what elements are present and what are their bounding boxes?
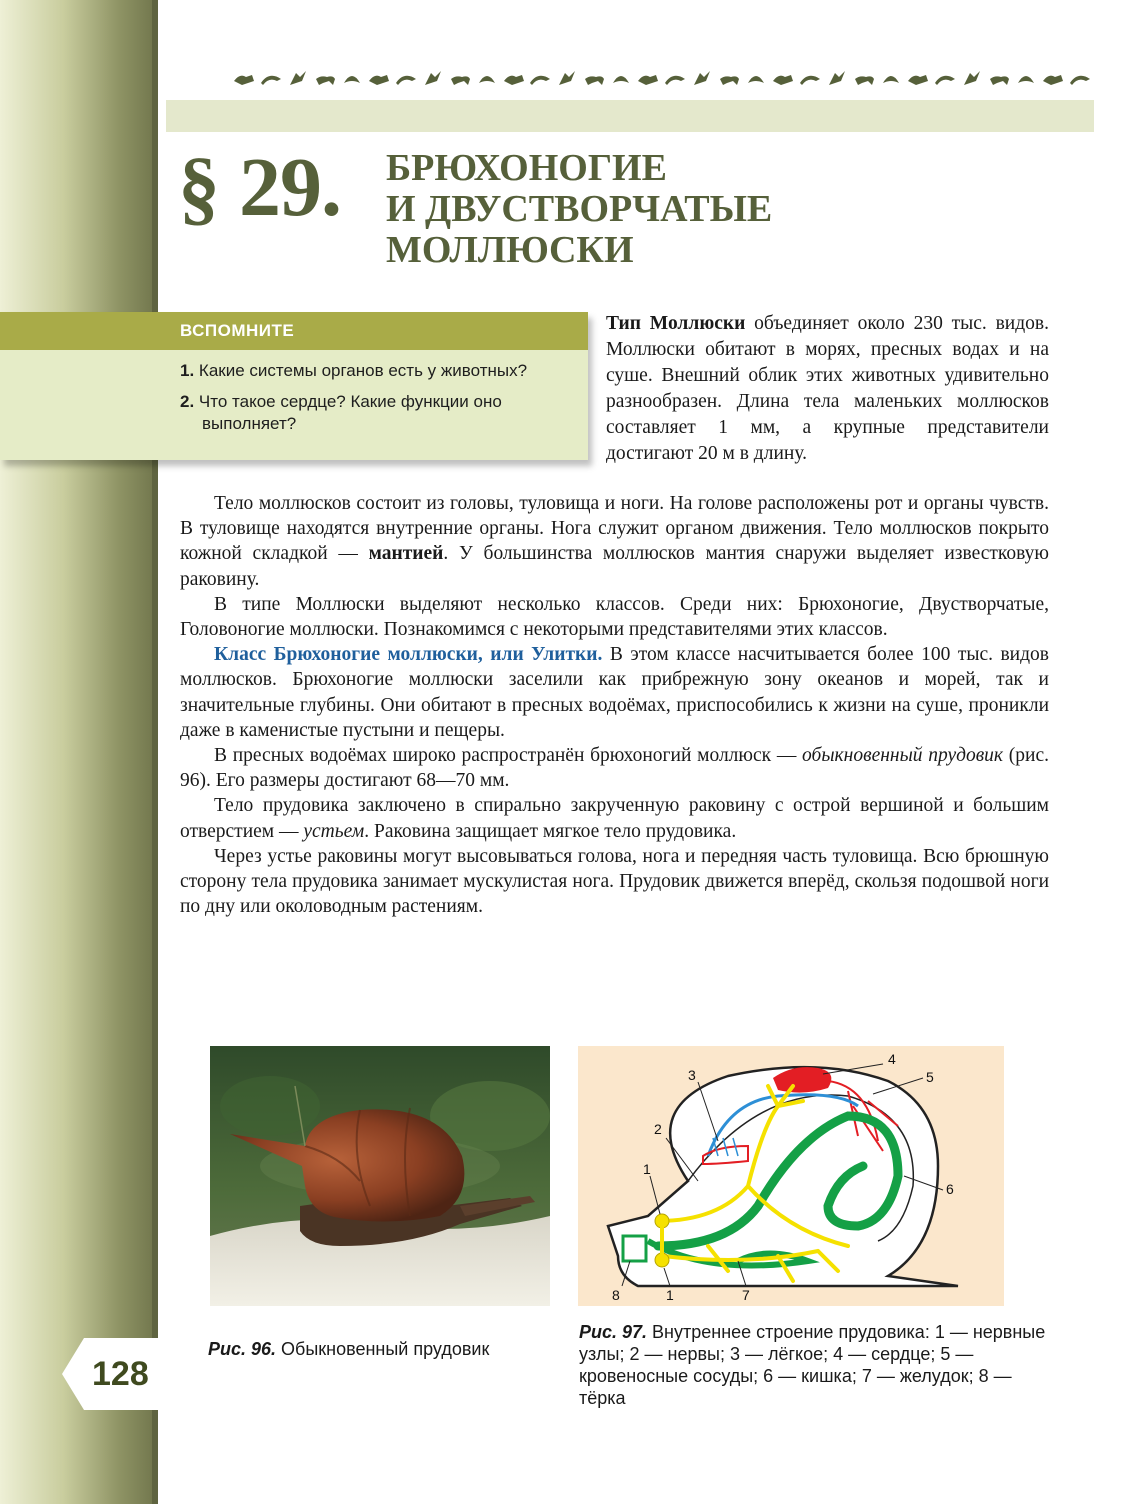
diagram-label: 6 [946, 1181, 954, 1197]
recall-questions [0, 350, 588, 435]
question-text: Что такое сердце? Какие функции оно выполняет? [198, 392, 502, 433]
recall-question [180, 391, 572, 435]
animal-silhouette-icon [232, 67, 256, 91]
recall-heading: ВСПОМНИТЕ [0, 312, 588, 350]
figure-label: Рис. 97. [579, 1322, 648, 1342]
diagram-label: 1 [643, 1161, 651, 1177]
recall-box [0, 312, 588, 460]
animal-silhouette-icon [663, 67, 687, 91]
animal-silhouette-icon [960, 67, 984, 91]
intro-term: Тип Моллюски [606, 313, 746, 334]
animal-silhouette-icon [475, 67, 499, 91]
body-paragraph: Тело прудовика заключено в спирально закрученную раковину с острой вершиной и большим отверстием — устьем. Раковина защищает мягкое тело прудовика. [180, 795, 1049, 842]
title-line-2: И ДВУСТВОРЧАТЫЕ [386, 188, 773, 230]
figure-97-caption: Рис. 97. Внутреннее строение прудовика: 1 — нервные узлы; 2 — нервы; 3 — лёгкое; 4 — сердце; 5 — кровеносные сосуды; 6 — кишка; 7 — желудок; 8 — тёрка [579, 1322, 1046, 1408]
animal-silhouette-icon [502, 67, 526, 91]
animal-silhouette-strip [232, 62, 1092, 96]
diagram-label: 5 [926, 1069, 934, 1085]
animal-silhouette-icon [394, 67, 418, 91]
diagram-label: 8 [612, 1287, 620, 1303]
snail-anatomy-diagram [578, 1046, 1004, 1306]
pond-snail-photo [210, 1046, 550, 1306]
intro-paragraph [606, 311, 1049, 467]
animal-silhouette-icon [636, 67, 660, 91]
animal-silhouette-icon [744, 67, 768, 91]
animal-silhouette-icon [286, 67, 310, 91]
diagram-label: 1 [666, 1287, 674, 1303]
animal-silhouette-icon [879, 67, 903, 91]
question-text: Какие системы органов есть у животных? [198, 361, 528, 380]
animal-silhouette-icon [798, 67, 822, 91]
recall-question [180, 360, 572, 382]
animal-silhouette-icon [1068, 67, 1092, 91]
question-number: 1. [180, 361, 195, 380]
body-paragraph: Тело моллюсков состоит из головы, туловища и ноги. На голове расположены рот и органы чувств. В туловище находятся внутренние органы. Нога служит органом движения. Тело моллюсков покрыто кожной складкой — мантией. У большинства моллюсков мантия снаружи выделяет известковую раковину. [180, 493, 1049, 590]
page-number: 128 [92, 1355, 149, 1393]
figure-label: Рис. 96. [208, 1339, 277, 1359]
intro-text: объединяет около 230 тыс. видов. Моллюски обитают в морях, пресных водах и на суше. Внешний облик этих животных удивительно разнообразен. Длина тела маленьких моллюсков составляет 1 мм, а крупные представители достигают 20 м в длину. [606, 313, 1049, 464]
title-band [166, 100, 1094, 132]
diagram-label: 7 [742, 1287, 750, 1303]
animal-silhouette-icon [690, 67, 714, 91]
animal-silhouette-icon [313, 67, 337, 91]
animal-silhouette-icon [340, 67, 364, 91]
animal-silhouette-icon [555, 67, 579, 91]
title-line-1: БРЮХОНОГИЕ [386, 147, 667, 189]
question-number: 2. [180, 392, 195, 411]
page-title [386, 148, 1086, 271]
diagram-label: 2 [654, 1121, 662, 1137]
animal-silhouette-icon [1041, 67, 1065, 91]
animal-silhouette-icon [1014, 67, 1038, 91]
body-paragraph: В типе Моллюски выделяют несколько классов. Среди них: Брюхоногие, Двустворчатые, Головоногие моллюски. Познакомимся с некоторыми представителями этих классов. [180, 593, 1049, 641]
animal-silhouette-icon [582, 67, 606, 91]
animal-silhouette-icon [987, 67, 1011, 91]
animal-silhouette-icon [825, 67, 849, 91]
diagram-label: 4 [888, 1051, 896, 1067]
animal-silhouette-icon [906, 67, 930, 91]
body-paragraph: В пресных водоёмах широко распространён брюхоногий моллюск — обыкновенный прудовик (рис. 96). Его размеры достигают 68—70 мм. [180, 745, 1049, 792]
animal-silhouette-icon [771, 67, 795, 91]
body-paragraph: Через устье раковины могут высовываться голова, нога и передняя часть туловища. Всю брюшную сторону тела прудовика занимает мускулистая нога. Прудовик движется вперёд, скользя подошвой ноги по дну или околоводным растениям. [180, 845, 1049, 918]
title-line-3: МОЛЛЮСКИ [386, 229, 634, 271]
diagram-label: 3 [688, 1067, 696, 1083]
animal-silhouette-icon [717, 67, 741, 91]
animal-silhouette-icon [609, 67, 633, 91]
animal-silhouette-icon [448, 67, 472, 91]
figure-96-caption: Рис. 96. Обыкновенный прудовик [208, 1339, 490, 1359]
animal-silhouette-icon [852, 67, 876, 91]
animal-silhouette-icon [421, 67, 445, 91]
animal-silhouette-icon [367, 67, 391, 91]
animal-silhouette-icon [259, 67, 283, 91]
animal-silhouette-icon [933, 67, 957, 91]
animal-silhouette-icon [528, 67, 552, 91]
left-decorative-band [0, 0, 158, 1504]
paragraph-number: § 29. [178, 141, 341, 234]
body-paragraph: Класс Брюхоногие моллюски, или Улитки. В этом классе насчитывается более 100 тыс. видов моллюсков. Брюхоногие моллюски заселили как прибрежную зону океанов и морей, так и значительные глубины. Они обитают в пресных водоёмах, приспособились к жизни на суше, проникли даже в каменистые пустыни и пещеры. [180, 644, 1049, 741]
body-text [180, 491, 1049, 919]
class-heading: Класс Брюхоногие моллюски, или Улитки. [214, 644, 603, 666]
